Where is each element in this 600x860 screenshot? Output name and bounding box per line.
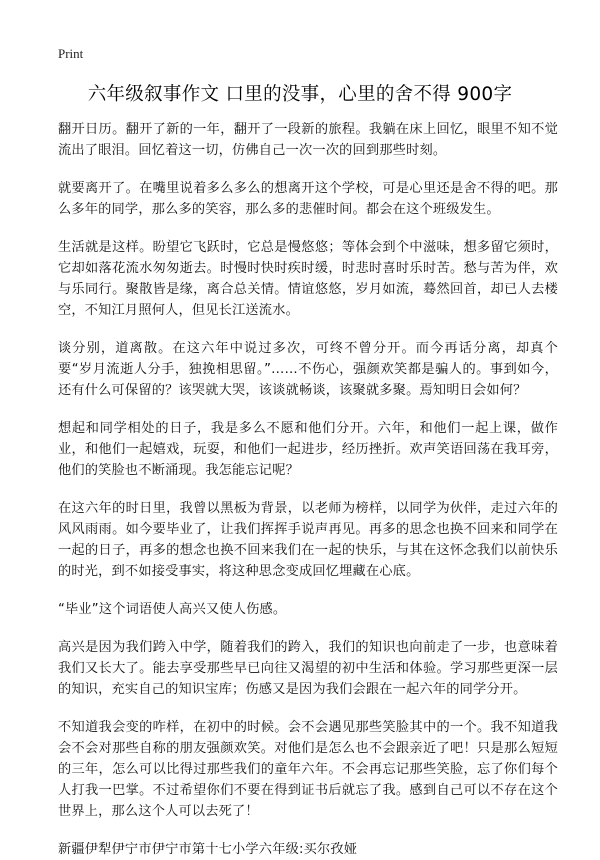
paragraph-3: 生活就是这样。盼望它飞跃时，它总是慢悠悠；等体会到个中滋味，想多留它须时，它却如落花流水匆匆逝去。时慢时快时疾时缓，时悲时喜时乐时苦。愁与苦为伴，欢与乐同行。聚散皆是缘，离合总关情。情谊悠悠，岁月如流，蓦然回首，却已人去楼空，不知江月照何人，但见长江送流水。 [58, 240, 558, 318]
paragraph-1: 翻开日历。翻开了新的一年，翻开了一段新的旅程。我躺在床上回忆，眼里不知不觉流出了眼泪。回忆着这一切，仿佛自己一次一次的回到那些时刻。 [58, 122, 558, 158]
print-link[interactable]: Print [58, 46, 84, 61]
author-signature: 新疆伊犁伊宁市伊宁市第十七小学六年级:买尔孜娅 [58, 842, 358, 857]
page-title: 六年级叙事作文 口里的没事，心里的舍不得 900字 [87, 84, 513, 105]
paragraph-7: “毕业”这个词语使人高兴又使人伤感。 [58, 602, 287, 617]
paragraph-8: 高兴是因为我们跨入中学，随着我们的跨入，我们的知识也向前走了一步，也意味着我们又长大了。能去享受那些早已向往又渴望的初中生活和体验。学习那些更深一层的知识，充实自己的知识宝库；伤感又是因为我们会跟在一起六年的同学分开。 [58, 640, 558, 697]
paragraph-6: 在这六年的时日里，我曾以黑板为背景，以老师为榜样，以同学为伙伴，走过六年的风风雨雨。如今要毕业了，让我们挥挥手说声再见。再多的思念也换不回来和同学在一起的日子，再多的想念也换不回来我们在一起的快乐，与其在这怀念我们以前快乐的时光，到不如接受事实，将这种思念变成回忆埋藏在心底。 [58, 501, 558, 579]
paragraph-9: 不知道我会变的咋样，在初中的时候。会不会遇见那些笑脸其中的一个。我不知道我会不会对那些自称的朋友强颜欢笑。对他们是怎么也不会跟亲近了吧！只是那么短短的三年，怎么可以比得过那些我们的童年六年。不会再忘记那些笑脸，忘了你们每个人打我一巴掌。不过希望你们不要在得到证书后就忘了我。感到自己可以不存在这个世界上，那么这个人可以去死了！ [58, 720, 558, 819]
article-body [58, 119, 558, 860]
paragraph-5: 想起和同学相处的日子，我是多么不愿和他们分开。六年，和他们一起上课，做作业，和他们一起嬉戏，玩耍，和他们一起进步，经历挫折。欢声笑语回荡在我耳旁，他们的笑脸也不断涌现。我怎能忘记呢？ [58, 421, 558, 478]
paragraph-2: 就要离开了。在嘴里说着多么多么的想离开这个学校，可是心里还是舍不得的吧。那么多年的同学，那么多的笑容，那么多的悲催时间。都会在这个班级发生。 [58, 181, 558, 217]
paragraph-4: 谈分别，道离散。在这六年中说过多次，可终不曾分开。而今再话分离，却真个要“岁月流逝人分手，独挽相思留。”……不伤心，强颜欢笑都是骗人的。事到如今，还有什么可保留的？该哭就大哭，该谈就畅谈，该聚就多聚。焉知明日会如何？ [58, 341, 558, 398]
